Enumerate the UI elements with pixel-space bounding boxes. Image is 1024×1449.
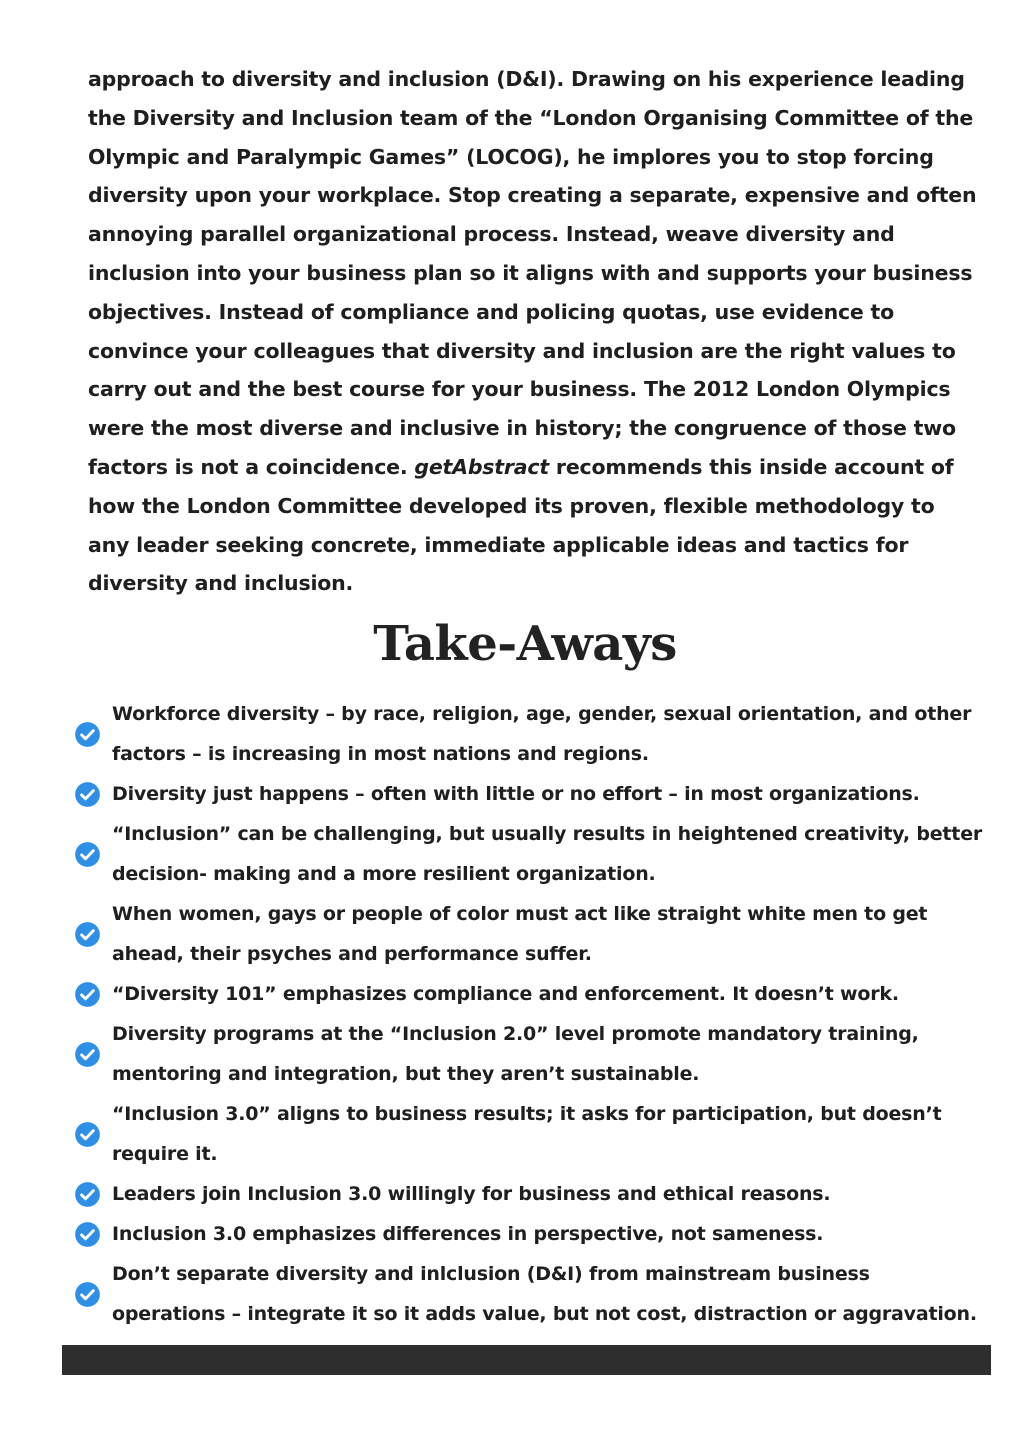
check-circle-icon (74, 841, 101, 868)
takeaways-heading: Take-Aways (373, 616, 677, 672)
check-circle-icon (74, 981, 101, 1008)
takeaway-text: Diversity just happens – often with little or no effort – in most organizations. (112, 783, 920, 805)
takeaway-text: When women, gays or people of color must act like straight white men to get ahead, their psyches and performance suffer. (112, 903, 928, 965)
check-circle-icon (74, 781, 101, 808)
takeaway-text: Inclusion 3.0 emphasizes differences in perspective, not sameness. (112, 1223, 824, 1245)
list-item (74, 974, 989, 1014)
list-item (74, 1214, 989, 1254)
takeaway-text: “Diversity 101” emphasizes compliance and enforcement. It doesn’t work. (112, 983, 899, 1005)
check-circle-icon (74, 1041, 101, 1068)
list-item (74, 814, 989, 894)
summary-text-end: recommends this inside account of how the London Committee developed its proven, flexible methodology to any leader seeking concrete, immediate applicable ideas and tactics for diversity and inclusion. (88, 454, 954, 596)
list-item (74, 774, 989, 814)
list-item (74, 1174, 989, 1214)
takeaway-text: “Inclusion” can be challenging, but usually results in heightened creativity, better decision- making and a more resilient organization. (112, 823, 983, 885)
takeaway-text: Diversity programs at the “Inclusion 2.0” level promote mandatory training, mentoring and integration, but they aren’t sustainable. (112, 1023, 919, 1085)
brand-name: getAbstract (414, 454, 549, 479)
takeaway-text: Don’t separate diversity and inlclusion (D&I) from mainstream business operations – integrate it so it adds value, but not cost, distraction or aggravation. (112, 1263, 977, 1325)
list-item (74, 1094, 989, 1174)
list-item (74, 694, 989, 774)
summary-text: approach to diversity and inclusion (D&I). Drawing on his experience leading the Diversity and Inclusion team of the “London Organising Committee of the Olympic and Paralympic Games” (LOCOG), he implores you to stop forcing diversity upon your workplace. Stop creating a separate, expensive and often annoying parallel organizational process. Instead, weave diversity and inclusion into your business plan so it aligns with and supports your business objectives. Instead of compliance and policing quotas, use evidence to convince your colleagues that diversity and inclusion are the right values to carry out and the best course for your business. The 2012 London Olympics were the most diverse and inclusive in history; the congruence of those two factors is not a coincidence. (88, 67, 977, 479)
check-circle-icon (74, 1281, 101, 1308)
check-circle-icon (74, 1181, 101, 1208)
check-circle-icon (74, 1221, 101, 1248)
list-item (74, 1254, 989, 1334)
check-circle-icon (74, 921, 101, 948)
check-circle-icon (74, 721, 101, 748)
check-circle-icon (74, 1121, 101, 1148)
takeaway-text: Workforce diversity – by race, religion, age, gender, sexual orientation, and other factors – is increasing in most nations and regions. (112, 703, 972, 765)
takeaway-text: “Inclusion 3.0” aligns to business results; it asks for participation, but doesn’t require it. (112, 1103, 942, 1165)
list-item (74, 894, 989, 974)
takeaway-text: Leaders join Inclusion 3.0 willingly for business and ethical reasons. (112, 1183, 831, 1205)
summary-paragraph (88, 60, 978, 603)
list-item (74, 1014, 989, 1094)
takeaways-list (74, 694, 989, 1334)
footer-bar (62, 1345, 991, 1375)
